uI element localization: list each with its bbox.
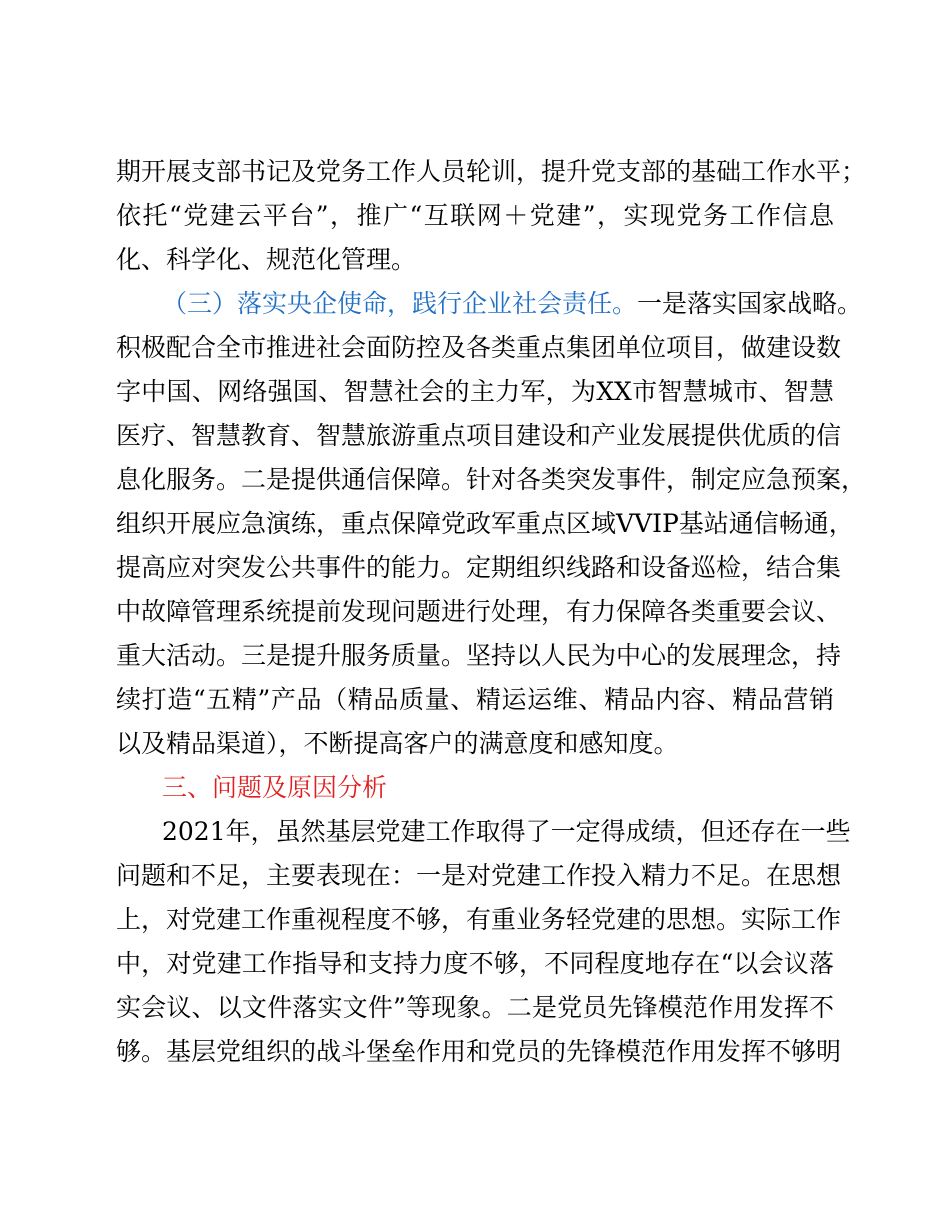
paragraph-line: 息化服务。二是提供通信保障。针对各类突发事件，制定应急预案，: [116, 465, 867, 494]
paragraph-line: 中故障管理系统提前发现问题进行处理，有力保障各类重要会议、: [116, 597, 842, 626]
paragraph-line: 实会议、以文件落实文件”等现象。二是党员先锋模范作用发挥不: [116, 993, 834, 1022]
subheading: （三）落实央企使命，践行企业社会责任。: [162, 289, 638, 318]
paragraph-line: 续打造“五精”产品（精品质量、精运运维、精品内容、精品营销: [116, 685, 834, 714]
paragraph-line: 够。基层党组织的战斗堡垒作用和党员的先锋模范作用发挥不够明: [116, 1037, 842, 1066]
paragraph-line: 中，对党建工作指导和支持力度不够，不同程度地存在“以会议落: [116, 949, 834, 978]
paragraph-line: 2021年，虽然基层党建工作取得了一定得成绩，但还存在一些: [162, 817, 851, 846]
paragraph-line: 问题和不足，主要表现在：一是对党建工作投入精力不足。在思想: [116, 861, 842, 890]
paragraph-line: 医疗、智慧教育、智慧旅游重点项目建设和产业发展提供优质的信: [116, 421, 842, 450]
paragraph-line: 化、科学化、规范化管理。: [116, 245, 417, 274]
paragraph-line: 重大活动。三是提升服务质量。坚持以人民为中心的发展理念，持: [116, 641, 842, 670]
paragraph-text: 一是落实国家战略。: [637, 289, 863, 318]
paragraph-line: 提高应对突发公共事件的能力。定期组织线路和设备巡检，结合集: [116, 553, 842, 582]
section-heading: 三、问题及原因分析: [162, 773, 388, 802]
paragraph-line: 上，对党建工作重视程度不够，有重业务轻党建的思想。实际工作: [116, 905, 842, 934]
paragraph-line: 积极配合全市推进社会面防控及各类重点集团单位项目，做建设数: [116, 333, 842, 362]
paragraph-line: 依托“党建云平台”，推广“互联网＋党建”，实现党务工作信息: [116, 201, 834, 230]
paragraph-line: 期开展支部书记及党务工作人员轮训，提升党支部的基础工作水平；: [116, 157, 867, 186]
subheading-paragraph: [162, 289, 862, 319]
paragraph-line: 以及精品渠道），不断提高客户的满意度和感知度。: [116, 729, 679, 758]
paragraph-line: 组织开展应急演练，重点保障党政军重点区域VVIP基站通信畅通，: [116, 509, 854, 538]
paragraph-line: 字中国、网络强国、智慧社会的主力军，为XX市智慧城市、智慧: [116, 377, 834, 406]
